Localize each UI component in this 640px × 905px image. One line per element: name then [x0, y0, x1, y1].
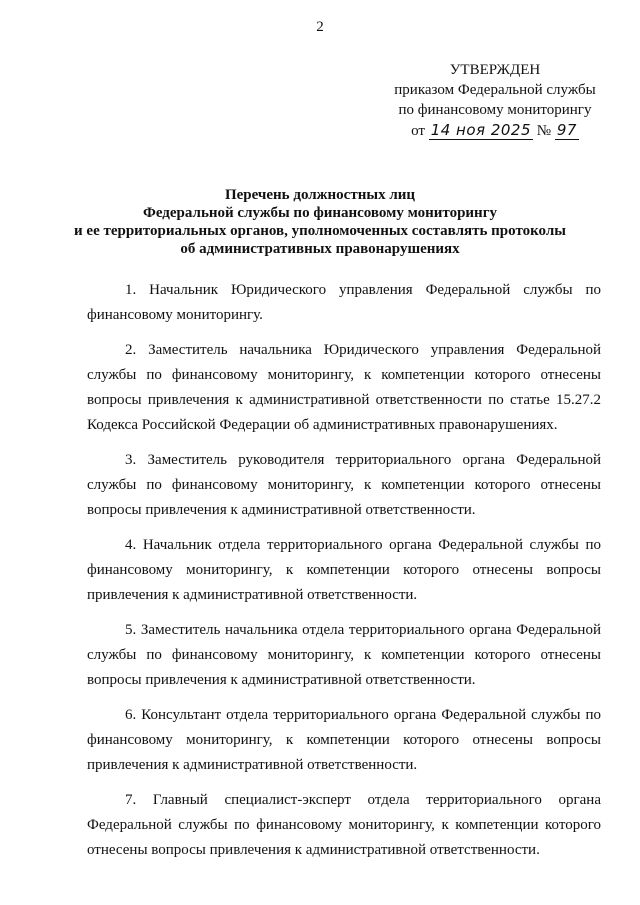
- approval-date-line: [390, 120, 600, 141]
- approval-stamp: [390, 60, 600, 141]
- handwritten-number: 97: [556, 121, 577, 139]
- title-line: Федеральной службы по финансовому мониторингу: [142, 205, 498, 221]
- handwritten-date: 14 ноя 2025: [430, 121, 531, 139]
- title-line: и ее территориальных органов, уполномоченных составлять протоколы: [74, 223, 566, 239]
- list-item: 5. Заместитель начальника отдела территориального органа Федеральной службы по финансовому мониторингу, к компетенции которого отнесены вопросы привлечения к административной ответственности.: [87, 622, 601, 688]
- approval-agency-line: по финансовому мониторингу: [398, 102, 592, 118]
- approval-order-line: приказом Федеральной службы: [394, 82, 596, 98]
- list-item: 7. Главный специалист-эксперт отдела территориального органа Федеральной службы по финансовому мониторингу, к компетенции которого отнесены вопросы привлечения к административной ответственности.: [87, 792, 601, 858]
- approval-title: УТВЕРЖДЕН: [449, 62, 541, 78]
- list-item: 4. Начальник отдела территориального органа Федеральной службы по финансовому мониторингу, к компетенции которого отнесены вопросы привлечения к административной ответственности.: [87, 537, 601, 603]
- page-number: 2: [316, 19, 324, 35]
- list-item: 2. Заместитель начальника Юридического управления Федеральной службы по финансовому мониторингу, к компетенции которого отнесены вопросы привлечения к административной ответственности по статье 15.27.2 Кодекса Российской Федерации об административных правонарушениях.: [87, 342, 601, 433]
- list-item: 6. Консультант отдела территориального органа Федеральной службы по финансовому мониторингу, к компетенции которого отнесены вопросы привлечения к административной ответственности.: [87, 707, 601, 773]
- list-item: 1. Начальник Юридического управления Федеральной службы по финансовому мониторингу.: [87, 282, 601, 323]
- list-item: 3. Заместитель руководителя территориального органа Федеральной службы по финансовому мониторингу, к компетенции которого отнесены вопросы привлечения к административной ответственности.: [87, 452, 601, 518]
- title-line: Перечень должностных лиц: [224, 187, 416, 203]
- document-title: [40, 186, 600, 258]
- positions-list: [87, 278, 601, 873]
- number-prefix: №: [536, 123, 552, 139]
- date-prefix: от: [411, 123, 425, 139]
- title-line: об административных правонарушениях: [180, 241, 460, 257]
